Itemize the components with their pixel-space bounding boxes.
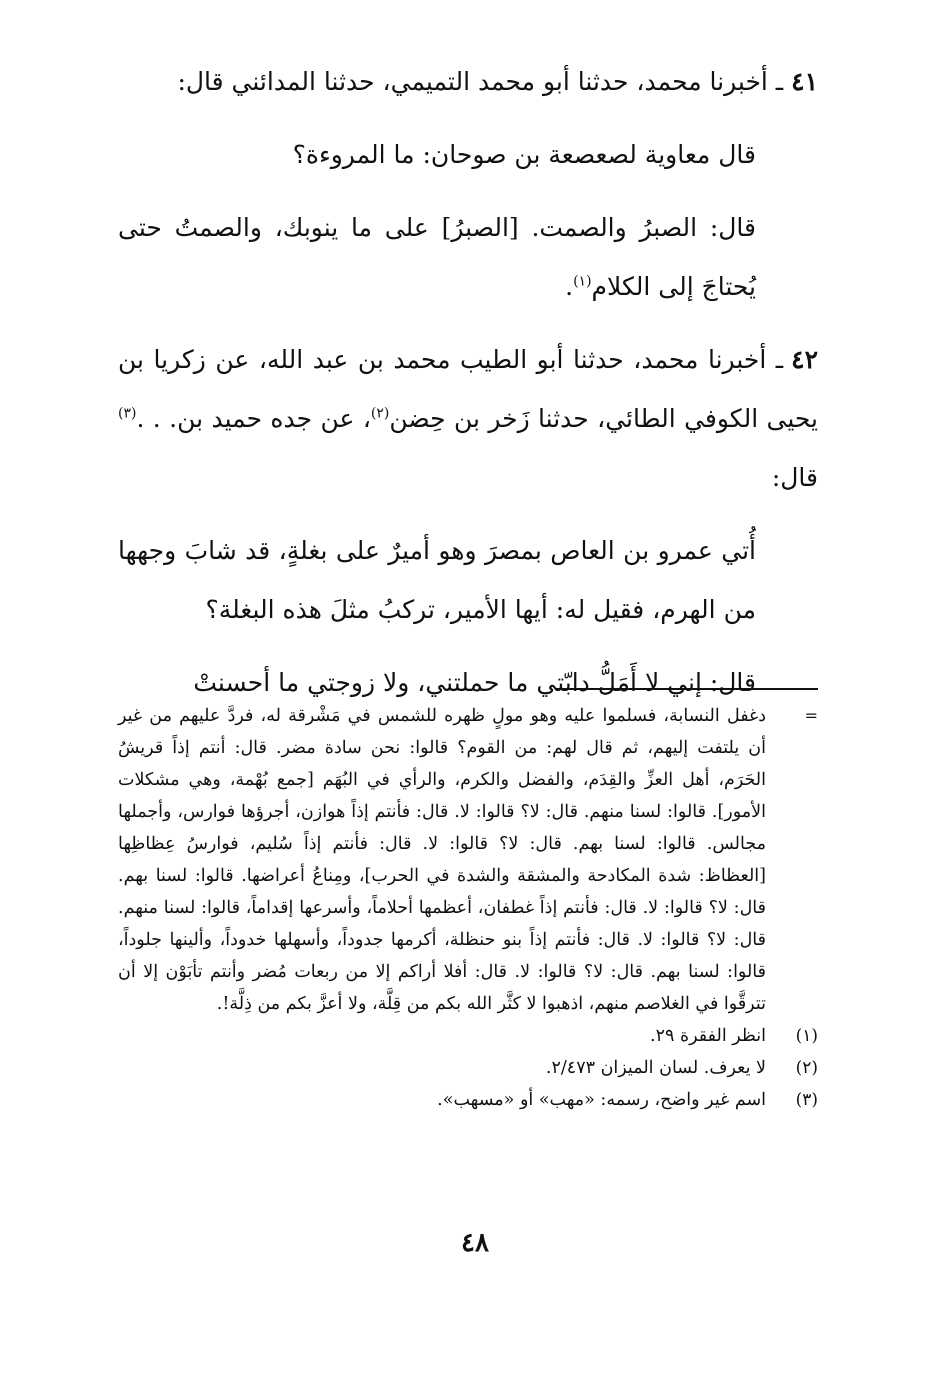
paragraph-42 xyxy=(118,330,818,507)
paragraph-text: قال: xyxy=(771,463,818,492)
paragraph-number: ٤١ xyxy=(791,67,818,96)
footnote-item xyxy=(118,1020,818,1052)
paragraph-question xyxy=(118,125,818,184)
footnote-text: لا يعرف. لسان الميزان ٢/٤٧٣. xyxy=(545,1058,766,1078)
paragraph-text: ـ أخبرنا محمد، حدثنا أبو محمد التميمي، حدثنا المدائني قال: xyxy=(177,67,784,96)
continuation-text: دغفل النسابة، فسلموا عليه وهو مولٍ ظهره للشمس في مَشْرقة له، فردَّ عليهم من غير أن يلتفت إليهم، ثم قال لهم: من القوم؟ قالوا: نحن سادة مضر. قال: أنتم إذاً قريشُ الحَرَم، أهل العزِّ والقِدَم، والفضل والكرم، والرأي في البُهَم [جمع بُهْمة، وهي مشكلات الأمور]. قالوا: لسنا منهم. قال: لا؟ قالوا: لا. قال: فأنتم إذاً هوازن، أجرؤها فوارس، وأجملها مجالس. قالوا: لسنا بهم. قال: لا؟ قالوا: لا. قال: فأنتم إذاً سُليم، فوارسُ عِظاظِها [العظاظ: شدة المكادحة والمشقة والشدة في الحرب]، ومِناعُ أعراضها. قالوا: لسنا بهم. قال: لا؟ قالوا: لا. قال: فأنتم إذاً غطفان، أعظمها أحلاماً، وأسرعها إقداماً، قالوا: لسنا منهم. قال: لا؟ قالوا: لا. قال: فأنتم إذاً بنو حنظلة، أكرمها جدوداً، وأسهلها خدوداً، وألينها جلوداً، قالوا: لسنا بهم. قال: لا؟ قالوا: لا. قال: أفلا أراكم إلا من ربعات مُضر وأنتم تأبَوْن إلا أن تترقَّوا في الغلاصم منهم، اذهبوا لا كثَّر الله بكم من قِلَّة، ولا أعزَّ بكم من ذِلَّة!. xyxy=(118,706,766,1014)
continuation-mark: = xyxy=(804,706,818,725)
paragraph-text: قال: الصبرُ والصمت. [الصبرُ] على ما ينوبك، والصمتُ حتى يُحتاجَ إلى الكلام xyxy=(118,213,756,301)
footnote-item xyxy=(118,1084,818,1116)
footnote-ref: (٣) xyxy=(118,405,137,422)
footnote-text: اسم غير واضح، رسمه: «مهب» أو «مسهب». xyxy=(437,1090,766,1110)
paragraph-story xyxy=(118,521,818,639)
footnote-number: (٣) xyxy=(795,1090,818,1110)
footnotes xyxy=(118,700,818,1116)
footnote-number: (١) xyxy=(795,1026,818,1046)
paragraph-end: . xyxy=(565,272,574,301)
paragraph-number: ٤٢ xyxy=(791,345,818,374)
paragraph-text: أُتي عمرو بن العاص بمصرَ وهو أميرٌ على بغلةٍ، قد شابَ وجهها من الهرم، فقيل له: أيها الأمير، تركبُ مثلَ هذه البغلة؟ xyxy=(118,536,756,624)
paragraph-text: قال معاوية لصعصعة بن صوحان: ما المروءة؟ xyxy=(292,140,756,169)
main-text xyxy=(118,52,818,712)
paragraph-text: ، عن جده حميد بن. . . xyxy=(136,404,371,433)
paragraph-answer xyxy=(118,198,818,316)
paragraph-text: قال: إني لا أَمَلُّ دابّتي ما حملتني، ولا زوجتي ما أحسنتْ xyxy=(193,668,756,697)
paragraph-41 xyxy=(118,52,818,111)
footnote-separator xyxy=(556,688,818,690)
page-number: ٤٨ xyxy=(461,1228,489,1258)
paragraph-text: ـ أخبرنا محمد، حدثنا أبو الطيب محمد بن عبد الله، عن زكريا بن يحيى الكوفي الطائي، حدثنا زَخر بن حِضن xyxy=(118,345,819,433)
footnote-text: انظر الفقرة ٢٩. xyxy=(650,1026,766,1046)
footnote-number: (٢) xyxy=(795,1058,818,1078)
footnote-ref: (١) xyxy=(573,273,592,290)
footnote-ref: (٢) xyxy=(370,405,390,422)
footnote-continuation xyxy=(118,700,818,1020)
footnote-item xyxy=(118,1052,818,1084)
